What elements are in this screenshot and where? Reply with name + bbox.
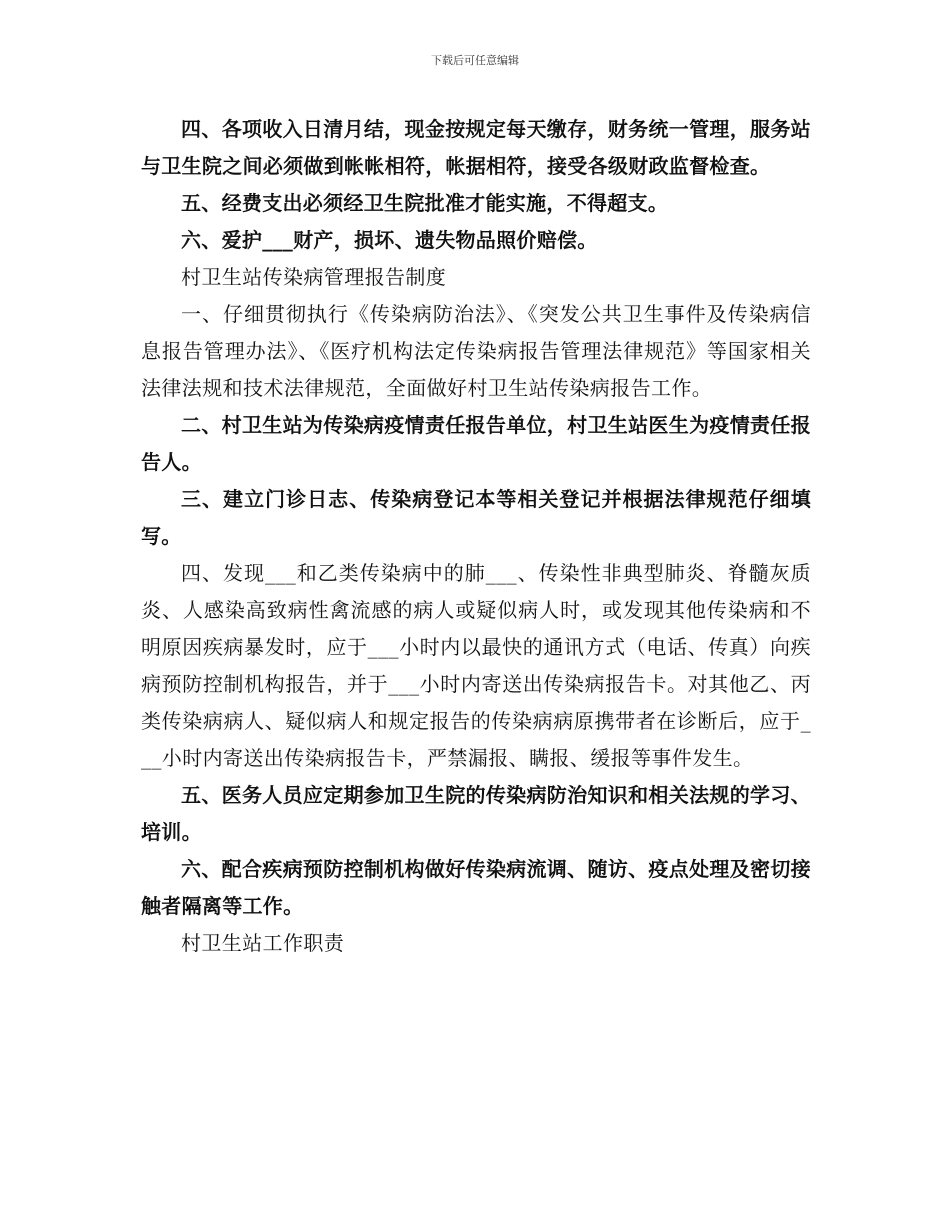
paragraph-implement-laws: 一、仔细贯彻执行《传染病防治法》、《突发公共卫生事件及传染病信息报告管理办法》、《医疗机构法定传染病报告管理法律规范》等国家相关法律法规和技术法律规范，全面做好村卫生站传染病报告工作。: [141, 302, 811, 400]
paragraph-reporting-deadlines: 四、发现___和乙类传染病中的肺___、传染性非典型肺炎、脊髓灰质炎、人感染高致病性禽流感的病人或疑似病人时，或发现其他传染病和不明原因疾病暴发时，应于___小时内以最快的通讯方式（电话、传真）向疾病预防控制机构报告，并于___小时内寄送出传染病报告卡。对其他乙、丙类传染病病人、疑似病人和规定报告的传染病病原携带者在诊断后，应于___小时内寄送出传染病报告卡，严禁漏报、瞒报、缓报等事件发生。: [141, 561, 811, 770]
paragraph-cooperate-cdc: 六、配合疾病预防控制机构做好传染病流调、随访、疫点处理及密切接触者隔离等工作。: [141, 857, 811, 918]
page-header: 下载后可任意编辑: [431, 54, 519, 67]
paragraph-registration-logs: 三、建立门诊日志、传染病登记本等相关登记并根据法律规范仔细填写。: [141, 487, 811, 548]
section-title-infectious-disease-reporting: 村卫生站传染病管理报告制度: [181, 265, 447, 289]
section-title-work-duties: 村卫生站工作职责: [181, 931, 345, 955]
paragraph-expense-approval: 五、经费支出必须经卫生院批准才能实施，不得超支。: [181, 191, 669, 215]
paragraph-staff-training: 五、医务人员应定期参加卫生院的传染病防治知识和相关法规的学习、培训。: [141, 783, 811, 844]
paragraph-responsible-unit: 二、村卫生站为传染病疫情责任报告单位，村卫生站医生为疫情责任报告人。: [141, 413, 811, 474]
document-body: [141, 111, 811, 962]
paragraph-income-settlement: 四、各项收入日清月结，现金按规定每天缴存，财务统一管理，服务站与卫生院之间必须做到帐帐相符，帐据相符，接受各级财政监督检查。: [141, 117, 811, 178]
paragraph-property-care: 六、爱护___财产，损坏、遗失物品照价赔偿。: [181, 228, 598, 252]
